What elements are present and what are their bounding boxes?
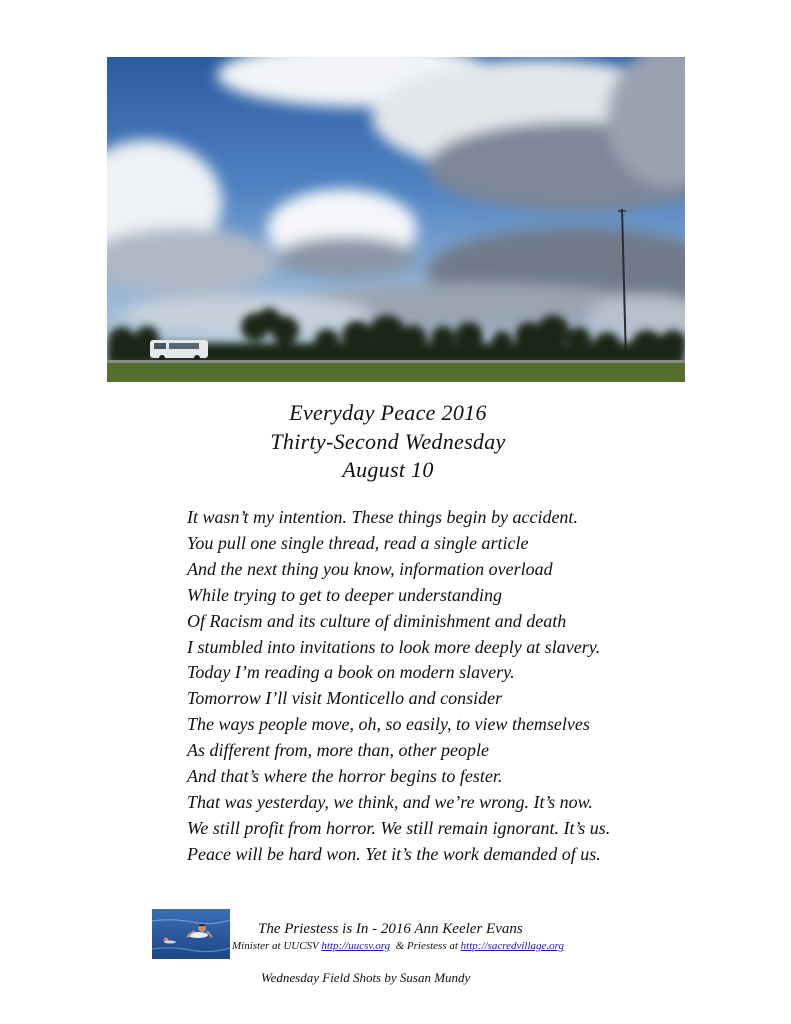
poem-line: You pull one single thread, read a single article xyxy=(187,532,529,553)
priestess-label: & Priestess at xyxy=(390,940,461,952)
uucsv-link[interactable]: http://uucsv.org xyxy=(321,940,391,952)
van xyxy=(150,340,208,361)
poem-line: Today I’m reading a book on modern slavery. xyxy=(187,662,515,683)
affiliation-line xyxy=(232,939,564,953)
date-title: August 10 xyxy=(342,457,434,482)
author-credit: The Priestess is In - 2016 Ann Keeler Evans xyxy=(258,921,523,937)
grass xyxy=(107,363,685,382)
sacredvillage-link[interactable]: http://sacredvillage.org xyxy=(460,940,565,952)
minister-label: Minister at UUCSV xyxy=(232,940,322,952)
poem xyxy=(187,505,747,868)
series-title: Everyday Peace 2016 xyxy=(289,400,487,425)
poem-line: Tomorrow I’ll visit Monticello and consider xyxy=(187,688,503,709)
poem-line: That was yesterday, we think, and we’re wrong. It’s now. xyxy=(187,791,593,812)
poem-line: While trying to get to deeper understanding xyxy=(187,584,502,605)
poem-line: Of Racism and its culture of diminishment and death xyxy=(187,610,567,631)
poem-line: We still profit from horror. We still remain ignorant. It’s us. xyxy=(187,817,611,838)
poem-line: The ways people move, oh, so easily, to view themselves xyxy=(187,714,590,735)
poem-line: I stumbled into invitations to look more deeply at slavery. xyxy=(187,636,601,657)
sky-photo xyxy=(107,57,685,382)
poem-line: And the next thing you know, information overload xyxy=(187,558,553,579)
week-title: Thirty-Second Wednesday xyxy=(270,428,506,454)
poem-line: As different from, more than, other people xyxy=(187,740,489,761)
poem-line: Peace will be hard won. Yet it’s the work demanded of us. xyxy=(187,843,601,864)
photo-credit: Wednesday Field Shots by Susan Mundy xyxy=(261,970,471,985)
poem-line: It wasn’t my intention. These things begin by accident. xyxy=(187,507,578,527)
swimmer-photo xyxy=(152,909,230,959)
poem-line: And that’s where the horror begins to fester. xyxy=(187,766,503,787)
title-block xyxy=(188,399,588,485)
